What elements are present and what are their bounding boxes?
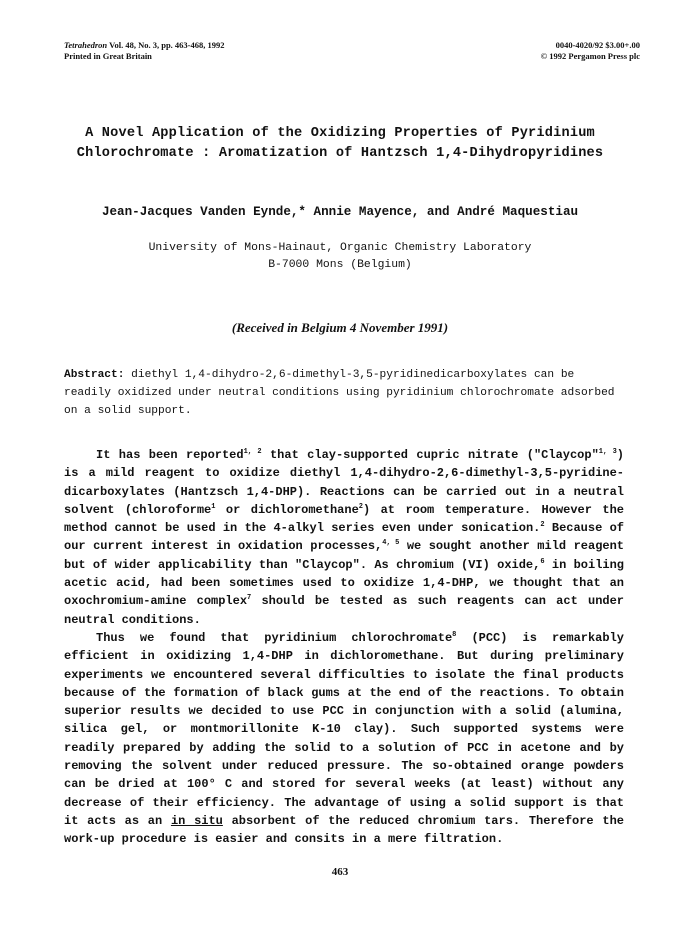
- text-run: Because of our current interest in oxidation processes,: [64, 521, 624, 554]
- text-run: should be tested as such reagents can act under neutral conditions.: [64, 594, 625, 627]
- citation-ref: 1, 2: [243, 448, 262, 456]
- citation-ref: 2: [540, 521, 545, 530]
- paper-title: [0, 124, 680, 164]
- citation-ref: 2: [358, 502, 363, 511]
- affiliation: [0, 240, 680, 274]
- underlined-term: in situ: [170, 813, 223, 828]
- journal-name: Tetrahedron: [64, 40, 108, 50]
- running-header-left: [64, 40, 225, 62]
- citation-ref: 1: [211, 502, 216, 511]
- author-list: Jean-Jacques Vanden Eynde,* Annie Mayence, and André Maquestiau: [101, 205, 579, 219]
- paragraph-1: [64, 446, 624, 629]
- body-text: [64, 446, 624, 849]
- paragraph-2: [64, 629, 624, 849]
- text-run: ) at room temperature. However the method cannot be used in the 4-alkyl series even under sonication.: [64, 502, 624, 536]
- article-code: 0040-4020/92 $3.00+.00: [555, 40, 640, 50]
- running-header-right: [541, 40, 640, 62]
- citation-ref: 6: [540, 557, 545, 566]
- affiliation-line-2: B-7000 Mons (Belgium): [268, 259, 412, 271]
- text-run: in boiling acetic acid, had been sometimes used to oxidize 1,4-DHP, we thought that an oxochromium-amine complex: [64, 557, 624, 609]
- text-run: we sought another mild reagent but of wider applicability than "Claycop". As chromium (VI) oxide,: [64, 539, 624, 572]
- text-run: ) is a mild reagent to oxidize diethyl 1,4-dihydro-2,6-dimethyl-3,5-pyridine-dicarboxylates (Hantzsch 1,4-DHP). Reactions can be carried out in a neutral solvent (chloroforme: [64, 448, 624, 517]
- citation-ref: 7: [247, 594, 252, 603]
- citation-ref: 4, 5: [382, 539, 400, 548]
- title-line-1: A Novel Application of the Oxidizing Properties of Pyridinium: [85, 126, 595, 141]
- citation-ref: 8: [452, 630, 457, 639]
- affiliation-line-1: University of Mons-Hainaut, Organic Chemistry Laboratory: [148, 242, 532, 254]
- citation-ref: 1, 3: [598, 448, 617, 456]
- text-run: absorbent of the reduced chromium tars. Therefore the work-up procedure is easier and consits in a mere filtration.: [64, 813, 624, 847]
- abstract-label: Abstract:: [64, 369, 125, 381]
- text-run: (PCC) is remarkably efficient in oxidizing 1,4-DHP in dichloromethane. But during preliminary experiments we encountered several difficulties to isolate the final products because of the formation of black gums at the end of the reactions. To obtain superior results we decided to use PCC in conjunction with a solid (alumina, silica gel, or montmorillonite K-10 clay). Such supported systems were readily prepared by adding the solid to a solution of PCC in acetone and by removing the solvent under reduced pressure. The so-obtained orange powders can be dried at 100° C and stored for several weeks (at least) without any decrease of their efficiency. The advantage of using a solid support is that it acts as an: [64, 630, 624, 828]
- received-date: (Received in Belgium 4 November 1991): [231, 320, 449, 335]
- text-run: or dichloromethane: [215, 502, 359, 517]
- text-run: that clay-supported cupric nitrate ("Claycop": [261, 448, 599, 462]
- journal-citation: Vol. 48, No. 3, pp. 463-468, 1992: [107, 40, 225, 50]
- copyright-notice: © 1992 Pergamon Press plc: [540, 51, 640, 61]
- printed-in: Printed in Great Britain: [64, 51, 152, 61]
- abstract: [64, 366, 624, 420]
- abstract-text: diethyl 1,4-dihydro-2,6-dimethyl-3,5-pyridinedicarboxylates can be readily oxidized under neutral conditions using pyridinium chlorochromate adsorbed on a solid support.: [64, 369, 615, 417]
- page-number: 463: [331, 866, 349, 878]
- title-line-2: Chlorochromate : Aromatization of Hantzsch 1,4-Dihydropyridines: [76, 146, 604, 161]
- text-run: It has been reported: [96, 448, 244, 462]
- text-run: Thus we found that pyridinium chlorochromate: [96, 630, 453, 645]
